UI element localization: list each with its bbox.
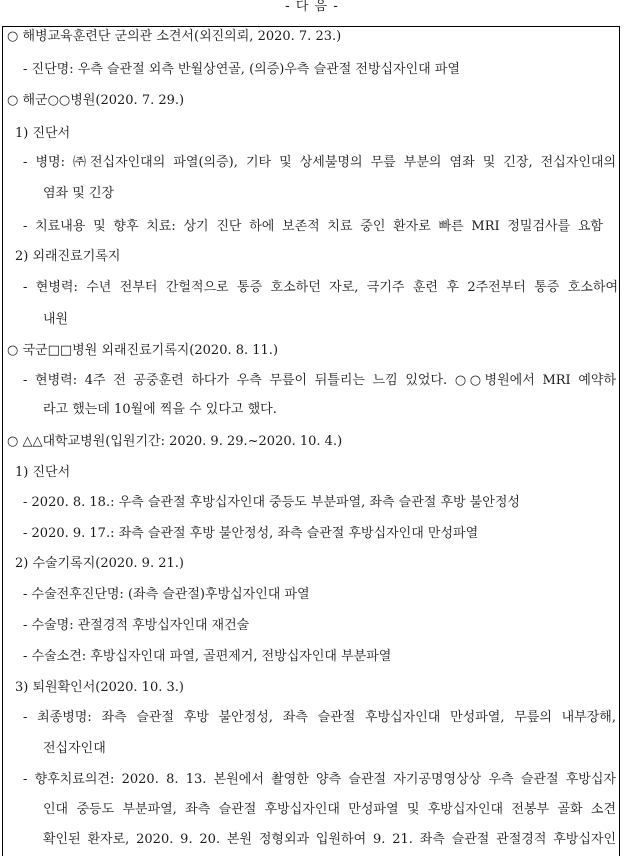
- subsection-discharge-confirmation: 3) 퇴원확인서(2020. 10. 3.): [15, 680, 184, 695]
- surgery-findings-line: - 수술소견: 후방십자인대 파열, 골편제거, 전방십자인대 부분파열: [23, 649, 392, 664]
- future-treatment-line: - 향후치료의견: 2020. 8. 13. 본원에서 촬영한 양측 슬관절 자기공명영상상 우측 슬관절 후방십자: [23, 772, 616, 787]
- section-university-hospital: ○ △△대학교병원(입원기간: 2020. 9. 29.~2020. 10. 4.): [7, 434, 343, 449]
- section-armed-forces-hospital: ○ 국군□□병원 외래진료기록지(2020. 8. 11.): [7, 343, 279, 358]
- subsection-diagnosis-certificate-2: 1) 진단서: [15, 465, 71, 480]
- subsection-surgery-record: 2) 수술기록지(2020. 9. 21.): [15, 556, 184, 571]
- university-diagnosis-line-2: - 2020. 9. 17.: 좌측 슬관절 후방 불안정성, 좌측 슬관절 후방십자인대 만성파열: [23, 526, 479, 541]
- subsection-outpatient-record: 2) 외래진료기록지: [15, 249, 121, 264]
- navy-treatment-line: - 치료내용 및 향후 치료: 상기 진단 하에 보존적 치료 중인 환자로 빠른 MRI 정밀검사를 요함: [23, 219, 603, 234]
- final-diagnosis-line: - 최종병명: 좌측 슬관절 후방 불안정성, 좌측 슬관절 후방십자인대 만성파열, 무릎의 내부장해,: [23, 710, 616, 725]
- armed-history-line: - 현병력: 4주 전 공중훈련 하다가 우측 무릎이 뒤틀리는 느낌 있었다. ○○병원에서 MRI 예약하: [23, 373, 616, 388]
- navy-history-line: - 현병력: 수년 전부터 간헐적으로 통증 호소하던 자로, 극기주 훈련 후 2주전부터 통증 호소하여: [23, 280, 618, 295]
- document-frame: [2, 26, 620, 856]
- future-treatment-line-cont-1: 인대 중등도 부분파열, 좌측 슬관절 후방십자인대 만성파열 및 후방십자인대 전봉부 골화 소견: [43, 802, 616, 817]
- section-marine-training-opinion: ○ 해병교육훈련단 군의관 소견서(외진의뢰, 2020. 7. 23.): [7, 29, 342, 44]
- section-navy-hospital: ○ 해군○○병원(2020. 7. 29.): [7, 93, 185, 108]
- navy-disease-line-cont: 염좌 및 긴장: [43, 186, 115, 201]
- final-diagnosis-line-cont: 전십자인대: [43, 741, 106, 756]
- navy-history-line-cont: 내원: [43, 312, 69, 327]
- university-diagnosis-line-1: - 2020. 8. 18.: 우측 슬관절 후방십자인대 중등도 부분파열, 좌측 슬관절 후방 불안정성: [23, 495, 520, 510]
- future-treatment-line-cont-2: 확인된 환자로, 2020. 9. 20. 본원 정형외과 입원하여 9. 21. 좌측 슬관절 관절경적 후방십자인: [43, 832, 616, 847]
- notice-heading: - 다 음 -: [285, 0, 339, 14]
- surgery-diagnosis-line: - 수술전후진단명: (좌측 슬관절)후방십자인대 파열: [23, 587, 310, 602]
- surgery-name-line: - 수술명: 관절경적 후방십자인대 재건술: [23, 618, 250, 633]
- armed-history-line-cont: 라고 했는데 10월에 찍을 수 있다고 했다.: [43, 402, 277, 417]
- navy-disease-line: - 병명: ㈜전십자인대의 파열(의증), 기타 및 상세불명의 무릎 부분의 염좌 및 긴장, 전십자인대의: [23, 155, 616, 170]
- marine-diagnosis-line: - 진단명: 우측 슬관절 외측 반월상연골, (의증)우측 슬관절 전방십자인대 파열: [23, 62, 460, 77]
- subsection-diagnosis-certificate: 1) 진단서: [15, 126, 71, 141]
